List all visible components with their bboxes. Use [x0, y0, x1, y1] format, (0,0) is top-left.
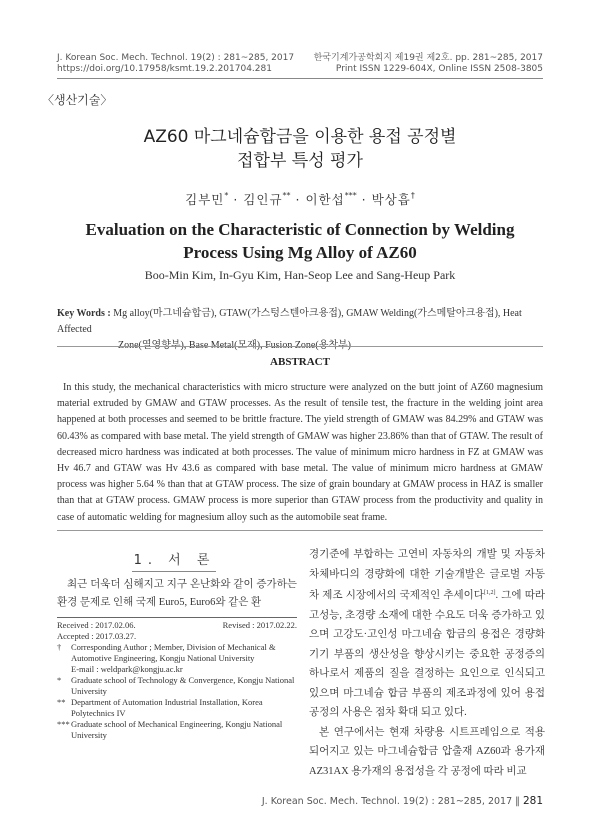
footnote-mark: * [57, 675, 62, 685]
page-number: 281 [522, 795, 543, 807]
footnotes [57, 620, 297, 741]
abstract-title: ABSTRACT [270, 356, 330, 368]
footnote-mark: *** [57, 719, 70, 729]
author-separator: · [290, 192, 306, 207]
section-label: 〈생산기술〉 [42, 93, 113, 107]
intro-text-right [309, 545, 545, 781]
authors-english: Boo-Min Kim, In-Gyu Kim, Han-Seop Lee and Sang-Heup Park [144, 268, 456, 282]
footnote-divider [57, 617, 297, 618]
author-3-mark: *** [344, 191, 357, 200]
footnote-text: Corresponding Author ; Member, Division of Mechanical & Automotive Engineering, Kongju National University [71, 642, 276, 663]
journal-citation-ko: 한국기계가공학회지 제19권 제2호. pp. 281~285, 2017 [313, 53, 543, 63]
author-2: 김인규 [243, 192, 283, 207]
author-4: 박상흡 [371, 192, 411, 207]
issn-info: Print ISSN 1229-604X, Online ISSN 2508-3805 [335, 64, 543, 74]
footnote-text: Department of Automation Industrial Installation, Korea Polytechnics IV [71, 697, 263, 718]
received-revised [57, 620, 297, 631]
author-3: 이한섭 [305, 192, 345, 207]
footnote-mark: † [57, 642, 62, 652]
abstract-top-rule [57, 346, 543, 347]
title-english-line1: Evaluation on the Characteristic of Connection by Welding [85, 220, 515, 239]
title-korean-line2: 접합부 특성 평가 [237, 151, 363, 171]
intro-text-left: 최근 더욱더 심해지고 지구 온난화와 같이 증가하는 환경 문제로 인해 국제 Euro5, Euro6와 같은 환 [57, 579, 297, 608]
title-english [57, 218, 543, 264]
accepted-date: Accepted : 2017.03.27. [57, 631, 137, 641]
journal-header-right [314, 53, 543, 75]
title-korean [57, 125, 543, 173]
footnote-text: Graduate school of Mechanical Engineering, Kongju National University [71, 719, 283, 740]
paragraph-1 [309, 545, 545, 723]
author-1-mark: * [224, 191, 229, 200]
received-date: Received : 2017.02.06. [57, 620, 136, 630]
abstract-text: In this study, the mechanical characteristics with micro structure were analyzed on the butt joint of AZ60 magnesium material extruded by GMAW and GTAW processes. As the result of tensile test, the fracture in the welding joint area happened at both processes and seemed to be brittle fracture. The yield strength of GMAW was 84.29% and GTAW was 60.43% as compared with base metal. The yield strength of GMAW was higher 23.86% than that of GTAW. The result of decreased micro hardness was indicated at both processes. The value of minimum micro hardness in FZ at GMAW was Hv 46.7 and GTAW was Hv 43.6 as compared with base metal. The value of minimum micro hardness at GMAW process was higher 5.64 % than that at GTAW process. The size of grain boundary at GMAW process in HAZ is smaller than that at GTAW process. GMAW process is more superior than GTAW process from the productivity and quality in case of automatic welding for magnesium alloy such as the automobile seat frame. [57, 382, 543, 523]
abstract-bottom-rule [57, 530, 543, 531]
title-english-line2: Process Using Mg Alloy of AZ60 [183, 243, 417, 262]
journal-header-left [57, 53, 294, 75]
author-4-mark: † [410, 191, 415, 200]
author-separator: · [356, 192, 372, 207]
revised-date: Revised : 2017.02.22. [222, 620, 297, 630]
footer-separator: ‖ [515, 796, 520, 807]
footer-journal: J. Korean Soc. Mech. Technol. 19(2) : 281~285, 2017 [261, 796, 513, 807]
paragraph-2: 본 연구에서는 현재 차량용 시트프레임으로 적용되어지고 있는 마그네슘합금 압출재 AZ60과 용가재 AZ31AX 용가재의 용접성을 각 공정에 따라 비교 [309, 726, 545, 777]
footnote-affiliation-1 [57, 675, 297, 697]
footnote-affiliation-2 [57, 697, 297, 719]
keywords-label: Key Words : [57, 308, 111, 319]
keywords-line1: Mg alloy(마그네슘합금), GTAW(가스텅스텐아크용접), GMAW Welding(가스메탈아크용접), Heat Affected [57, 308, 522, 335]
author-separator: · [228, 192, 244, 207]
footnote-corresponding [57, 642, 297, 675]
keywords-line2: Zone(열영향부), Base Metal(모재), Fusion Zone(용착부) [118, 340, 352, 351]
paragraph-1-text: 경기준에 부합하는 고연비 자동차의 개발 및 자동차 차체바디의 경량화에 대한 기술개발은 글로벌 자동차 제조 시장에서의 국제적인 추세이다 [309, 549, 545, 601]
paragraph-1-rest: . 그에 따라 고성능, 초경량 소재에 대한 수요도 더욱 증가하고 있으며 고강도·고인성 마그네슘 합금의 용접은 경량화 기기 부품의 생산성을 향상시키는 중요한 공정증의 하나로서 제품의 질을 결정하는 요인으로 인식되고 있으며 마그네슘 합금 부품의 제조과정에 있어 용접 공정의 사용은 점차 확대 되고 있다. [309, 590, 545, 718]
header-divider [57, 78, 543, 79]
author-2-mark: ** [282, 191, 291, 200]
footnote-mark: ** [57, 697, 66, 707]
footnote-text: Graduate school of Technology & Convergence, Kongju National University [71, 675, 295, 696]
page-footer [262, 795, 543, 807]
author-email[interactable]: E-mail : weldpark@kongju.ac.kr [71, 664, 183, 674]
citation-ref: [1,2] [483, 590, 496, 596]
title-korean-line1: AZ60 마그네슘합금을 이용한 용접 공정별 [143, 127, 457, 147]
authors-korean [57, 190, 543, 208]
footnote-affiliation-3 [57, 719, 297, 741]
author-1: 김부민 [185, 192, 225, 207]
doi-link[interactable]: https://doi.org/10.17958/ksmt.19.2.201704.281 [57, 64, 272, 74]
journal-citation: J. Korean Soc. Mech. Technol. 19(2) : 281~285, 2017 [57, 53, 295, 63]
intro-heading: 1. 서 론 [133, 553, 216, 568]
intro-heading-underline [132, 571, 216, 572]
